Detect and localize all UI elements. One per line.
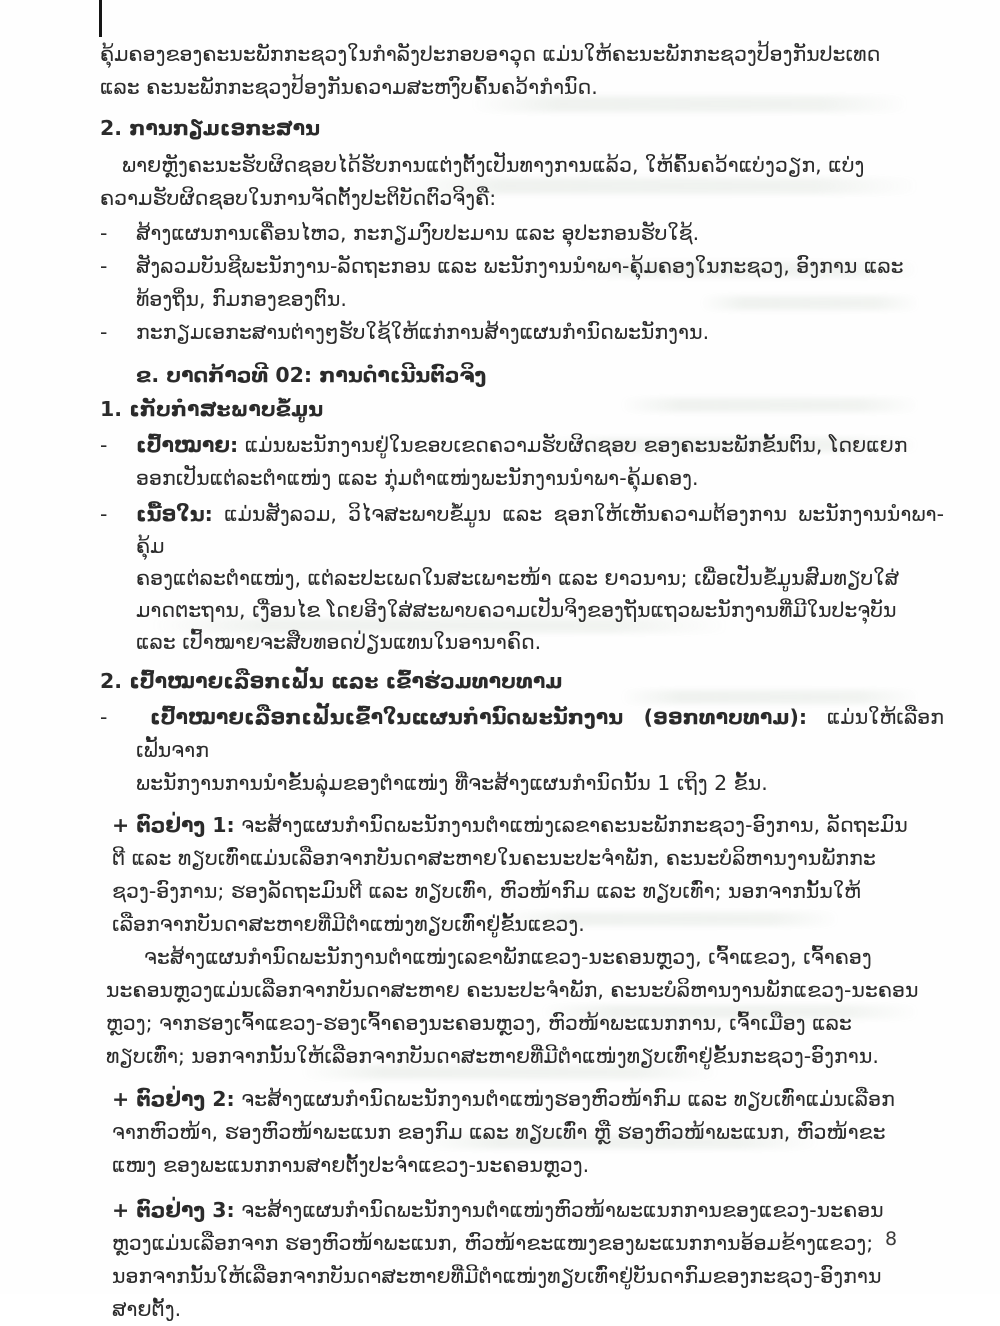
text-line: ທ້ອງຖິ່ນ, ກົມກອງຂອງຕົນ.	[136, 287, 347, 311]
text-line: + ຕົວຢ່າງ 2: ຈະສ້າງແຜນກໍານົດພະນັກງານຕໍາແໜ່ງຮອງຫົວໜ້າກົມ ແລະ ທຽບເທົ່າແມ່ນເລືອກ	[112, 1087, 895, 1111]
bullet-item	[100, 217, 944, 250]
text-line: 2. ການກຽມເອກະສານ	[100, 116, 321, 140]
bullet-item	[100, 429, 944, 495]
text-line: ຄອງແຕ່ລະຕໍາແໜ່ງ, ແຕ່ລະປະເພດໃນສະເພາະໜ້າ ແລະ ຍາວນານ; ເພື່ອເປັນຂໍ້ມູນສົມທຽບໃສ່	[136, 566, 899, 590]
bullet-item	[100, 701, 944, 800]
text-line: ນະຄອນຫຼວງແມ່ນເລືອກຈາກບັນດາສະຫາຍ ຄະນະປະຈໍາພັກ, ຄະນະບໍລິຫານງານພັກແຂວງ-ນະຄອນ	[106, 978, 919, 1002]
text-line: ຈະສ້າງແຜນກໍານົດພະນັກງານຕໍາແໜ່ງເລຂາພັກແຂວງ-ນະຄອນຫຼວງ, ເຈົ້າແຂວງ, ເຈົ້າຄອງ	[144, 945, 872, 969]
text-line: 2. ເປົ້າໝາຍເລືອກເຟັ້ນ ແລະ ເຂົ້າຮ່ວມທາບທາມ	[100, 669, 563, 693]
text-line: ມາດຕະຖານ, ເງື່ອນໄຂ ໂດຍອີງໃສ່ສະພາບຄວາມເປັນຈິງຂອງຖັນແຖວພະນັກງານທີ່ມີໃນປະຈຸບັນ	[136, 598, 897, 622]
text-line: ກະກຽມເອກະສານຕ່າງໆຮັບໃຊ້ໃຫ້ແກ່ການສ້າງແຜນກໍານົດພະນັກງານ.	[136, 320, 710, 344]
text-line: ພາຍຫຼັງຄະນະຮັບຜິດຊອບໄດ້ຮັບການແຕ່ງຕັ້ງເປັນທາງການແລ້ວ, ໃຫ້ຄົ້ນຄວ້າແບ່ງວຽກ, ແບ່ງ	[122, 153, 865, 177]
section-heading	[100, 393, 944, 426]
text-line: ນອກຈາກນັ້ນໃຫ້ເລືອກຈາກບັນດາສະຫາຍທີ່ມີຕໍາແໜ່ງທຽບເທົ່າຢູ່ບັນດາກົມຂອງກະຊວງ-ອົງການ	[112, 1264, 882, 1288]
bullet-text	[136, 429, 944, 495]
bold-lead-text: ເປົ້າໝາຍ:	[136, 433, 239, 457]
bullet-text	[136, 498, 944, 658]
paragraph	[106, 941, 944, 1073]
bullet-dash-marker: -	[100, 221, 108, 245]
bullet-dash-marker: -	[100, 254, 108, 278]
text-line: ຂ. ບາດກ້າວທີ 02: ການດໍາເນີນຕົວຈິງ	[136, 363, 487, 387]
text-line: ເລືອກຈາກບັນດາສະຫາຍທີ່ມີຕໍາແໜ່ງທຽບເທົ່າຢູ່ຂັ້ນແຂວງ.	[112, 912, 585, 936]
text-line: ສາຍຕັ້ງ.	[112, 1297, 182, 1321]
bullet-item	[100, 250, 944, 316]
bold-lead-text: + ຕົວຢ່າງ 3:	[112, 1198, 235, 1222]
bullet-dash-marker: -	[100, 433, 108, 457]
bold-lead-text: + ຕົວຢ່າງ 1:	[112, 813, 235, 837]
text-line: ຄວາມຮັບຜິດຊອບໃນການຈັດຕັ້ງປະຕິບັດຕົວຈິງຄື:	[100, 186, 497, 210]
bold-lead-text: ເນື້ອໃນ:	[136, 502, 213, 526]
text-line: ຕີ ແລະ ທຽບເທົ່າແມ່ນເລືອກຈາກບັນດາສະຫາຍໃນຄະນະປະຈໍາພັກ, ຄະນະບໍລິຫານງານພັກກະ	[112, 846, 876, 870]
example-paragraph	[112, 1083, 944, 1182]
example-paragraph	[112, 1194, 944, 1326]
section-heading	[136, 359, 944, 392]
text-line: ເນື້ອໃນ: ແມ່ນສັງລວມ, ວິໄຈສະພາບຂໍ້ມູນ ແລະ ຊອກໃຫ້ເຫັນຄວາມຕ້ອງການ ພະນັກງານນໍາພາ-ຄຸ້ມ	[136, 502, 944, 558]
text-line: ຈາກຫົວໜ້າ, ຮອງຫົວໜ້າພະແນກ ຂອງກົມ ແລະ ທຽບເທົ່າ ຫຼື ຮອງຫົວໜ້າພະແນກ, ຫົວໜ້າຂະ	[112, 1120, 886, 1144]
bullet-text	[136, 701, 944, 800]
text-line: ແລະ ເປົ້າໝາຍຈະສືບທອດປ່ຽນແທນໃນອານາຄົດ.	[136, 630, 542, 654]
text-line: ພະນັກງານການນໍາຂັ້ນລຸ່ມຂອງຕໍາແໜ່ງ ທີ່ຈະສ້າງແຜນກໍານົດນັ້ນ 1 ເຖິງ 2 ຂັ້ນ.	[136, 771, 768, 795]
text-line: ສັງລວມບັນຊີພະນັກງານ-ລັດຖະກອນ ແລະ ພະນັກງານນໍາພາ-ຄຸ້ມຄອງໃນກະຊວງ, ອົງການ ແລະ	[136, 254, 904, 278]
bold-lead-text: + ຕົວຢ່າງ 2:	[112, 1087, 235, 1111]
example-paragraph	[112, 809, 944, 941]
bullet-dash-marker: -	[100, 705, 108, 729]
bullet-item	[100, 498, 944, 658]
text-line: 1. ເກັບກໍາສະພາບຂໍ້ມູນ	[100, 397, 324, 421]
text-line: + ຕົວຢ່າງ 3: ຈະສ້າງແຜນກໍານົດພະນັກງານຕໍາແໜ່ງຫົວໜ້າພະແນກການຂອງແຂວງ-ນະຄອນ	[112, 1198, 884, 1222]
scan-artifact-line	[99, 0, 102, 37]
text-line: ຄຸ້ມຄອງຂອງຄະນະພັກກະຊວງໃນກໍາລັງປະກອບອາວຸດ ແມ່ນໃຫ້ຄະນະພັກກະຊວງປ້ອງກັນປະເທດ	[100, 42, 881, 66]
bullet-dash-marker: -	[100, 320, 108, 344]
bullet-text	[136, 217, 944, 250]
text-line: ອອກເປັນແຕ່ລະຕໍາແໜ່ງ ແລະ ກຸ່ມຕໍາແໜ່ງພະນັກງານນໍາພາ-ຄຸ້ມຄອງ.	[136, 466, 699, 490]
bold-lead-text: ເປົ້າໝາຍເລືອກເຟັ້ນເຂົ້າໃນແຜນກໍານົດພະນັກງານ (ອອກທາບທາມ):	[150, 705, 808, 729]
text-line: ເປົ້າໝາຍເລືອກເຟັ້ນເຂົ້າໃນແຜນກໍານົດພະນັກງານ (ອອກທາບທາມ): ແມ່ນໃຫ້ເລືອກເຟັ້ນຈາກ	[136, 705, 944, 762]
bullet-text	[136, 316, 944, 349]
bullet-dash-marker: -	[100, 502, 108, 526]
text-line: ຫຼວງ; ຈາກຮອງເຈົ້າແຂວງ-ຮອງເຈົ້າຄອງນະຄອນຫຼວງ, ຫົວໜ້າພະແນກການ, ເຈົ້າເມືອງ ແລະ	[106, 1011, 852, 1035]
text-line: ຫຼວງແມ່ນເລືອກຈາກ ຮອງຫົວໜ້າພະແນກ, ຫົວໜ້າຂະແໜງຂອງພະແນກການອ້ອມຂ້າງແຂວງ;	[112, 1231, 874, 1255]
text-line: ແລະ ຄະນະພັກກະຊວງປ້ອງກັນຄວາມສະຫງົບຄົ້ນຄວ້າກໍານົດ.	[100, 75, 598, 99]
bullet-item	[100, 316, 944, 349]
document-body	[100, 38, 944, 1326]
paragraph	[100, 149, 944, 215]
text-line: ແໜງ ຂອງພະແນກການສາຍຕັ້ງປະຈໍາແຂວງ-ນະຄອນຫຼວງ.	[112, 1153, 590, 1177]
text-line: ທຽບເທົ່າ; ນອກຈາກນັ້ນໃຫ້ເລືອກຈາກບັນດາສະຫາຍທີ່ມີຕໍາແໜ່ງທຽບເທົ່າຢູ່ຂັ້ນກະຊວງ-ອົງການ.	[106, 1044, 879, 1068]
text-line: ສ້າງແຜນການເຄື່ອນໄຫວ, ກະກຽມງົບປະມານ ແລະ ອຸປະກອນຮັບໃຊ້.	[136, 221, 700, 245]
section-heading	[100, 665, 944, 698]
text-line: + ຕົວຢ່າງ 1: ຈະສ້າງແຜນກໍານົດພະນັກງານຕໍາແໜ່ງເລຂາຄະນະພັກກະຊວງ-ອົງການ, ລັດຖະມົນ	[112, 813, 908, 837]
bullet-text	[136, 250, 944, 316]
section-heading	[100, 112, 944, 145]
text-line: ຊວງ-ອົງການ; ຮອງລັດຖະມົນຕີ ແລະ ທຽບເທົ່າ, ຫົວໜ້າກົມ ແລະ ທຽບເທົ່າ; ນອກຈາກນັ້ນໃຫ້	[112, 879, 861, 903]
page-number: 8	[885, 1228, 898, 1250]
text-line: ເປົ້າໝາຍ: ແມ່ນພະນັກງານຢູ່ໃນຂອບເຂດຄວາມຮັບຜິດຊອບ ຂອງຄະນະພັກຂັ້ນຕົນ, ໂດຍແຍກ	[136, 433, 908, 457]
paragraph	[100, 38, 944, 104]
